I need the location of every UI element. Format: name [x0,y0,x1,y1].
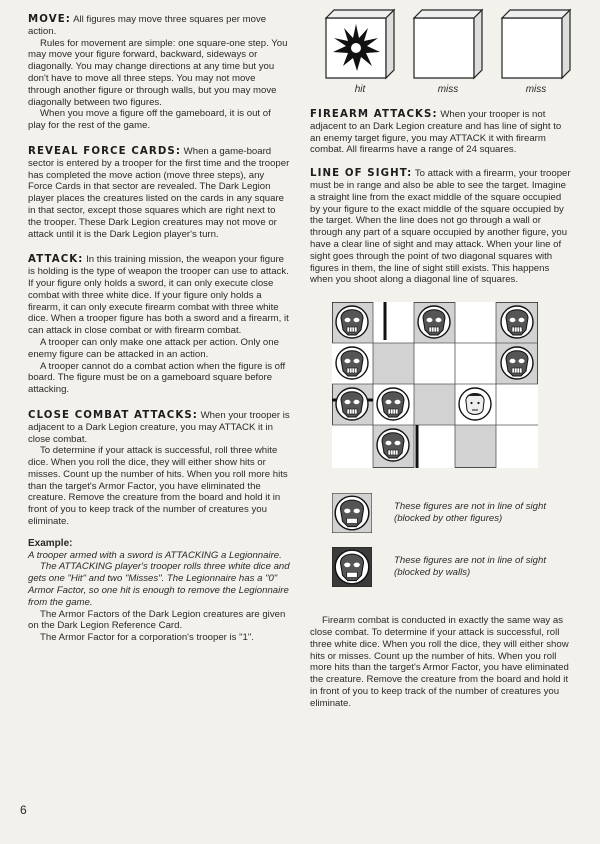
monster-figure [336,347,368,379]
legend-walls-text: These figures are not in line of sight (blocked by walls) [394,555,546,579]
monster-figure [501,347,533,379]
die-miss-1 [412,8,484,95]
example-italic-2: The ATTACKING player's trooper rolls three white dice and gets one "Hit" and two "Misses". The Legionnaire has a "0" Armor Factor, so one hit is enough to remove the Legionnaire from the game. [28,561,290,608]
attack-section [28,254,290,396]
line-of-sight-diagram [332,302,572,473]
move-para-1 [28,14,290,38]
firearm-para-1 [310,109,572,156]
die-miss-2-label: miss [525,84,547,95]
left-column [28,14,290,654]
blocked-by-walls-swatch [332,547,372,587]
move-text-1: All figures may move three squares per move action. [28,14,267,37]
trooper-figure [459,388,491,420]
los-section [310,168,572,286]
firearm-section [310,109,572,156]
die-miss-icon [412,8,484,80]
monster-figure [377,429,409,461]
move-section [28,14,290,132]
reveal-para-1 [28,146,290,240]
monster-figure [377,388,409,420]
legend-blocked-figures [332,493,572,533]
attack-para-2: A trooper can only make one attack per action. Only one enemy figure can be attacked in an action. [28,336,279,360]
firearm-text-1: When your trooper is not adjacent to an Dark Legion creature and has line of sight to an enemy target figure, you may ATTACK it with firearm combat. All firearms have a range of 24 squares. [310,109,562,156]
die-hit [324,8,396,95]
los-para-1 [310,168,572,286]
los-heading: LINE OF SIGHT: [310,168,413,180]
die-hit-label: hit [354,84,366,95]
blocked-by-figures-swatch [332,493,372,533]
game-board [332,302,538,468]
attack-text-1: In this training mission, the weapon your figure is holding is the type of weapon the trooper can use to attack. If your figure only holds a sword, it can only execute close combat with three white dice. If your figure only holds a firearm, it can only execute firearm combat with three white dice. When a trooper figure has both a sword and a firearm, it can attack in close combat or with firearm combat. [28,254,289,337]
die-miss-2 [500,8,572,95]
attack-para-3: A trooper cannot do a combat action when the figure is off board. The figure must be on a gameboard square before attacking. [28,360,286,396]
example-para-1: The Armor Factors of the Dark Legion creatures are given on the Dark Legion Reference Card. [28,608,286,632]
close-text-1: When your trooper is adjacent to a Dark Legion creature, you may ATTACK it in close combat. [28,409,290,445]
legend-blocked-walls [332,547,572,587]
reveal-heading: REVEAL FORCE CARDS: [28,145,181,157]
example-italic-1: A trooper armed with a sword is ATTACKING a Legionnaire. [28,549,282,561]
right-column [310,8,572,720]
die-miss-icon [500,8,572,80]
close-para-1 [28,410,290,445]
close-para-2: To determine if your attack is successful, roll three white dice. When you roll the dice, they will either show hits or misses. Count up the number of hits. When you roll more hits than the target's Armor Factor, you have eliminated the creature. Remove the creature from the board and hold it in front of you to keep track of the number of creatures you eliminate. [28,445,288,528]
die-miss-1-label: miss [437,84,459,95]
monster-figure [336,306,368,338]
firearm-heading: FIREARM ATTACKS: [310,109,438,120]
page-number: 6 [20,803,27,817]
close-combat-section [28,410,290,528]
attack-heading: ATTACK: [28,254,84,266]
monster-figure [336,388,368,420]
move-para-2: Rules for movement are simple: one square-one step. You may move your figure forward, backward, sideways or diagonally. You may change directions at any time but you don't have to move all three steps. You may not move through another figure or through walls, but you may move diagonally between two figures. [28,37,288,108]
move-heading: MOVE: [28,14,71,25]
los-text-1: To attack with a firearm, your trooper must be in range and also be able to see the target. Imagine a straight line from the exact middle of the square occupied by your figure to the exact middle of the square occupied by the target. When the line does not go through a wall or through any part of a square occupied by another figure, you have a clear line of sight and may attack. When your line of sight goes through the point of two diagonal squares with figures in them, the line of sight still exists. This happens when you shoot along a diagonal line of squares. [310,168,571,286]
reveal-text-1: When a game-board sector is entered by a trooper for the first time and the trooper has completed the move action (move three steps), any Force Cards in that sector are revealed. The Dark Legion player places the creatures listed on the cards in any square in that sector, except those squares which are right next to the trooper. These Dark Legion creatures may not move or attack until it is the Dark Legion player's turn. [28,145,290,240]
reveal-section [28,146,290,240]
legend-figures-text: These figures are not in line of sight (blocked by other figures) [394,501,546,525]
die-hit-icon [324,8,396,80]
closing-section [310,615,572,709]
example-section [28,538,290,644]
monster-figure [501,306,533,338]
dice-illustration [324,8,572,95]
monster-figure [418,306,450,338]
closing-para-1: Firearm combat is conducted in exactly the same way as close combat. To determine if your attack is successful, roll three white dice. When you roll the dice, they will either show hits or misses. Count up the number of hits. When you roll more hits than the target's Armor Factor, you have eliminated the creature. Remove the creature from the board and hold it in front of you to keep track of the number of creatures you eliminate. [310,615,569,709]
close-heading: CLOSE COMBAT ATTACKS: [28,409,198,421]
example-heading: Example: [28,537,73,549]
move-para-3: When you move a figure off the gameboard, it is out of play for the rest of the game. [28,108,271,132]
example-para-2: The Armor Factor for a corporation's trooper is "1". [40,632,254,644]
attack-para-1 [28,254,290,337]
